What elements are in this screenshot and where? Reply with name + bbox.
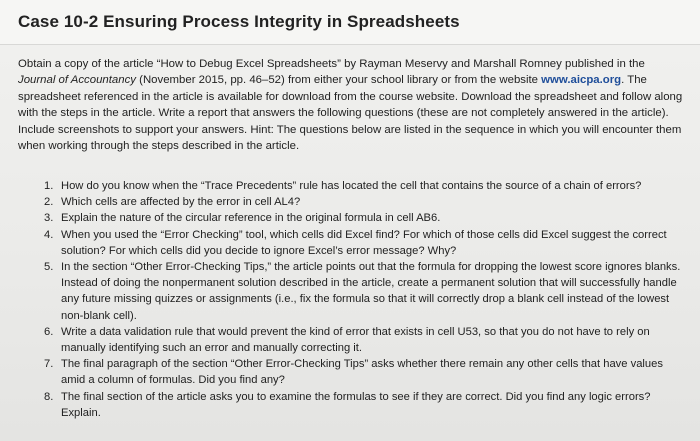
- question-text: How do you know when the “Trace Precedents” rule has located the cell that contains the source of a chain of errors?: [61, 180, 642, 192]
- question-number: 4.: [44, 228, 54, 241]
- intro-text-3: . The spreadsheet referenced in the article is available for download from the course website. Download the spreadsheet and follow along with the steps in the article. Write a report that answers the following questions (these are not completely answered in the article). Include screenshots to support your answers. Hint: The questions below are listed in the sequence in which you will encounter them when working through the steps described in the article.: [18, 74, 683, 153]
- page-title: Case 10-2 Ensuring Process Integrity in Spreadsheets: [18, 12, 460, 31]
- question-item: [44, 356, 684, 388]
- question-text: Explain the nature of the circular reference in the original formula in cell AB6.: [61, 212, 441, 225]
- question-number: 6.: [44, 325, 54, 338]
- question-text: The final paragraph of the section “Other Error-Checking Tips” asks whether there remain any other cells that have values amid a column of formulas. Did you find any?: [61, 358, 663, 387]
- question-text: When you used the “Error Checking” tool, which cells did Excel find? For which of those cells did Excel suggest the correct solution? For which cells did you decide to ignore Excel’s error message? Why?: [61, 228, 667, 257]
- question-item: [44, 178, 684, 194]
- journal-name: Journal of Accountancy: [18, 74, 136, 87]
- question-item: [44, 259, 684, 324]
- question-text: Write a data validation rule that would prevent the kind of error that exists in cell U53, so that you do not have to rely on manually identifying such an error and manually correcting it.: [61, 325, 650, 355]
- question-text: In the section “Other Error-Checking Tips,” the article points out that the formula for dropping the lowest score ignores blanks. Instead of doing the nonpermanent solution described in the article, create a permanent solution that will successfully handle any future missing quizzes or assignments (i.e., fix the formula so that it will correctly drop a blank cell instead of the lowest non-blank cell).: [61, 261, 681, 322]
- question-item: [44, 227, 684, 259]
- question-text: The final section of the article asks you to examine the formulas to see if they are correct. Did you find any logic errors? Explain.: [61, 390, 651, 419]
- question-text: Which cells are affected by the error in cell AL4?: [61, 196, 301, 209]
- intro-text-1: Obtain a copy of the article “How to Debug Excel Spreadsheets” by Rayman Meservy and Marshall Romney published in the: [18, 58, 645, 70]
- question-item: [44, 324, 684, 356]
- question-number: 2.: [44, 196, 54, 209]
- question-list: [44, 178, 684, 421]
- website-link[interactable]: www.aicpa.org: [541, 74, 622, 87]
- question-number: 1.: [44, 180, 54, 192]
- question-number: 5.: [44, 261, 54, 274]
- question-number: 7.: [44, 358, 54, 371]
- intro-paragraph: [18, 56, 684, 154]
- question-number: 8.: [44, 390, 54, 403]
- question-item: [44, 389, 684, 421]
- intro-text-2: (November 2015, pp. 46–52) from either your school library or from the website: [135, 74, 542, 87]
- question-number: 3.: [44, 212, 54, 225]
- title-bar: [0, 0, 700, 45]
- question-item: [44, 194, 684, 210]
- question-item: [44, 210, 684, 226]
